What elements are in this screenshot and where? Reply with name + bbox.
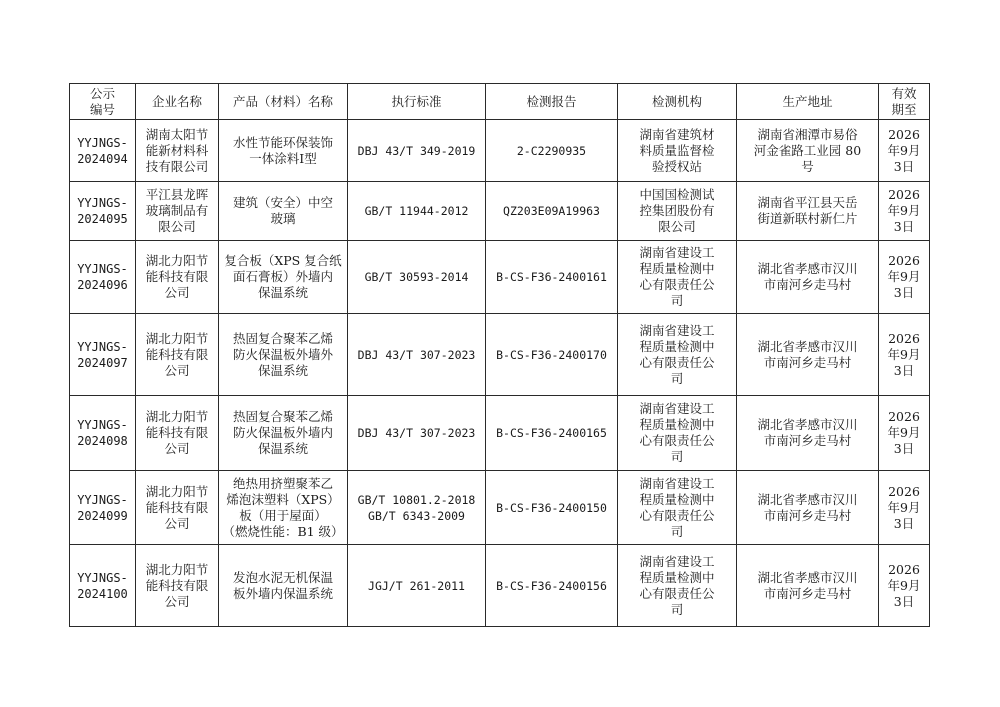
standard-line: DBJ 43/T 349-2019	[357, 143, 476, 158]
address-line: 市南河乡走马村	[763, 433, 852, 448]
product-line: 保温系统	[257, 285, 308, 300]
cell-address	[737, 396, 879, 471]
cell-product	[219, 545, 348, 627]
code-line: 2024100	[77, 586, 128, 601]
cell-address	[737, 120, 879, 182]
cell-valid	[879, 471, 930, 545]
institution-line: 程质量检测中	[639, 417, 715, 432]
valid-line: 年9月	[887, 269, 921, 284]
valid-line: 年9月	[887, 425, 921, 440]
cell-code	[70, 182, 136, 241]
cell-company	[136, 120, 219, 182]
code-line: 2024099	[77, 508, 128, 523]
table-row	[70, 471, 930, 545]
valid-line: 3日	[893, 285, 915, 300]
valid-line: 3日	[893, 158, 915, 174]
product-line: 绝热用挤塑聚苯乙	[232, 475, 333, 491]
cell-company	[136, 396, 219, 471]
cell-valid	[879, 396, 930, 471]
cell-product	[219, 241, 348, 314]
header-valid	[879, 84, 930, 120]
product-line: 板（用于屋面）	[239, 507, 327, 523]
cell-address	[737, 545, 879, 627]
product-line: 水性节能环保装饰	[232, 134, 333, 150]
cell-valid	[879, 120, 930, 182]
cell-standard	[348, 241, 486, 314]
code-line: 2024094	[77, 151, 128, 166]
institution-line: 心有限责任公	[639, 277, 715, 292]
valid-line: 年9月	[887, 346, 921, 362]
valid-line: 年9月	[887, 577, 921, 593]
institution-line: 程质量检测中	[639, 261, 715, 276]
cell-institution	[618, 182, 737, 241]
product-line: 玻璃	[270, 211, 296, 226]
cell-code	[70, 471, 136, 545]
product-line: 热固复合聚苯乙烯	[232, 330, 333, 346]
institution-line: 司	[670, 523, 684, 539]
cell-institution	[618, 471, 737, 545]
cell-institution	[618, 120, 737, 182]
valid-line: 3日	[893, 441, 915, 456]
header-valid-line: 有效	[891, 85, 917, 101]
cell-code	[70, 120, 136, 182]
cell-product	[219, 471, 348, 545]
header-row	[70, 84, 930, 120]
cell-address	[737, 182, 879, 241]
cell-standard	[348, 545, 486, 627]
code-line: 2024095	[77, 212, 128, 226]
table-row	[70, 120, 930, 182]
company-line: 能科技有限	[145, 499, 209, 515]
header-standard: 执行标准	[348, 84, 486, 120]
header-code-line: 编号	[89, 101, 115, 117]
valid-line: 2026	[888, 330, 920, 346]
address-line: 湖北省孝感市汉川	[757, 261, 858, 276]
institution-line: 心有限责任公	[639, 585, 715, 601]
institution-line: 湖南省建设工	[639, 322, 715, 338]
company-line: 湖北力阳节	[145, 483, 209, 499]
code-line: YYJNGS-	[77, 262, 128, 276]
cell-report: B-CS-F36-2400170	[486, 314, 618, 396]
table-row	[70, 182, 930, 241]
company-line: 平江县龙晖	[145, 187, 209, 202]
address-line: 河金雀路工业园 80	[753, 142, 862, 158]
code-line: YYJNGS-	[77, 196, 128, 210]
table-row	[70, 314, 930, 396]
valid-line: 年9月	[887, 142, 921, 158]
cell-report: 2-C2290935	[486, 120, 618, 182]
cell-code	[70, 545, 136, 627]
cell-product	[219, 182, 348, 241]
company-line: 玻璃制品有	[145, 203, 209, 218]
institution-line: 程质量检测中	[639, 491, 715, 507]
cell-code	[70, 396, 136, 471]
code-line: YYJNGS-	[77, 135, 128, 150]
product-line: 保温系统	[257, 441, 308, 456]
address-line: 湖北省孝感市汉川	[757, 417, 858, 432]
cell-company	[136, 314, 219, 396]
cell-report: QZ203E09A19963	[486, 182, 618, 241]
header-report: 检测报告	[486, 84, 618, 120]
standard-line: DBJ 43/T 307-2023	[357, 347, 476, 362]
standard-line: GB/T 10801.2-2018	[357, 492, 476, 507]
institution-line: 验授权站	[651, 158, 702, 174]
valid-line: 2026	[888, 253, 920, 268]
cell-standard	[348, 120, 486, 182]
header-product: 产品（材料）名称	[219, 84, 348, 120]
company-line: 能科技有限	[145, 577, 209, 593]
cell-code	[70, 314, 136, 396]
code-line: YYJNGS-	[77, 492, 128, 507]
product-line: 一体涂料Ⅰ型	[249, 150, 317, 166]
cell-valid	[879, 314, 930, 396]
valid-line: 3日	[893, 515, 915, 531]
code-line: 2024098	[77, 434, 128, 448]
cell-institution	[618, 396, 737, 471]
cell-report: B-CS-F36-2400156	[486, 545, 618, 627]
institution-line: 湖南省建设工	[639, 401, 715, 416]
institution-line: 司	[670, 293, 684, 308]
product-line: 热固复合聚苯乙烯	[232, 409, 333, 424]
address-line: 市南河乡走马村	[763, 277, 852, 292]
valid-line: 3日	[893, 593, 915, 609]
code-line: YYJNGS-	[77, 339, 128, 354]
address-line: 号	[801, 158, 814, 174]
header-company: 企业名称	[136, 84, 219, 120]
institution-line: 心有限责任公	[639, 433, 715, 448]
company-line: 湖北力阳节	[145, 561, 209, 577]
product-line: 建筑（安全）中空	[232, 195, 333, 210]
header-code-line: 公示	[89, 85, 115, 101]
cell-company	[136, 545, 219, 627]
valid-line: 2026	[888, 187, 920, 202]
company-line: 公司	[164, 593, 190, 609]
address-line: 湖北省孝感市汉川	[757, 338, 858, 354]
institution-line: 料质量监督检	[639, 142, 715, 158]
product-line: 烯泡沫塑料（XPS）	[226, 491, 340, 507]
cell-product	[219, 314, 348, 396]
table-row	[70, 241, 930, 314]
product-line: （燃烧性能：B1 级）	[222, 523, 344, 539]
code-line: 2024097	[77, 355, 128, 370]
valid-line: 年9月	[887, 203, 921, 218]
cell-valid	[879, 545, 930, 627]
product-line: 板外墙内保温系统	[232, 585, 333, 601]
company-line: 能新材料科	[145, 142, 209, 158]
product-line: 复合板（XPS 复合纸	[224, 253, 342, 268]
address-line: 湖北省孝感市汉川	[757, 569, 858, 585]
address-line: 湖北省孝感市汉川	[757, 491, 858, 507]
header-code	[70, 84, 136, 120]
institution-line: 湖南省建设工	[639, 475, 715, 491]
cell-standard	[348, 471, 486, 545]
cell-standard	[348, 314, 486, 396]
standard-line: JGJ/T 261-2011	[368, 578, 465, 593]
institution-line: 司	[670, 601, 684, 617]
standard-line: GB/T 11944-2012	[364, 204, 469, 218]
valid-line: 2026	[888, 561, 920, 577]
address-line: 市南河乡走马村	[763, 507, 852, 523]
institution-line: 心有限责任公	[639, 507, 715, 523]
cell-product	[219, 396, 348, 471]
company-line: 技有限公司	[145, 158, 209, 174]
institution-line: 司	[670, 449, 684, 464]
code-line: YYJNGS-	[77, 570, 128, 585]
certification-table	[69, 83, 930, 627]
product-line: 发泡水泥无机保温	[232, 569, 333, 585]
address-line: 湖南省平江县天岳	[757, 195, 858, 210]
company-line: 湖北力阳节	[145, 330, 209, 346]
address-line: 市南河乡走马村	[763, 585, 852, 601]
company-line: 能科技有限	[145, 269, 209, 284]
product-line: 防火保温板外墙外	[232, 346, 333, 362]
cell-standard	[348, 182, 486, 241]
institution-line: 湖南省建设工	[639, 553, 715, 569]
company-line: 湖北力阳节	[145, 409, 209, 424]
company-line: 公司	[164, 285, 190, 300]
cell-institution	[618, 545, 737, 627]
address-line: 市南河乡走马村	[763, 354, 852, 370]
company-line: 湖南太阳节	[145, 126, 209, 142]
product-line: 面石膏板）外墙内	[232, 269, 333, 284]
valid-line: 2026	[888, 483, 920, 499]
cell-company	[136, 241, 219, 314]
header-address: 生产地址	[737, 84, 879, 120]
cell-product	[219, 120, 348, 182]
institution-line: 湖南省建筑材	[639, 126, 715, 142]
product-line: 防火保温板外墙内	[232, 425, 333, 440]
company-line: 限公司	[158, 219, 196, 234]
product-line: 保温系统	[257, 362, 308, 378]
cell-address	[737, 241, 879, 314]
company-line: 能科技有限	[145, 346, 209, 362]
standard-line: DBJ 43/T 307-2023	[357, 426, 476, 440]
company-line: 公司	[164, 362, 190, 378]
cell-valid	[879, 241, 930, 314]
company-line: 公司	[164, 441, 190, 456]
cell-standard	[348, 396, 486, 471]
valid-line: 2026	[888, 126, 920, 142]
cell-report: B-CS-F36-2400150	[486, 471, 618, 545]
cell-address	[737, 471, 879, 545]
standard-line: GB/T 30593-2014	[364, 270, 469, 284]
cell-company	[136, 471, 219, 545]
institution-line: 限公司	[658, 219, 696, 234]
institution-line: 心有限责任公	[639, 354, 715, 370]
valid-line: 3日	[893, 219, 915, 234]
address-line: 湖南省湘潭市易俗	[757, 126, 858, 142]
address-line: 街道新联村新仁片	[757, 211, 858, 226]
table-body	[70, 120, 930, 627]
header-institution: 检测机构	[618, 84, 737, 120]
company-line: 能科技有限	[145, 425, 209, 440]
institution-line: 中国国检测试	[639, 187, 715, 202]
cell-code	[70, 241, 136, 314]
cell-address	[737, 314, 879, 396]
cell-valid	[879, 182, 930, 241]
institution-line: 程质量检测中	[639, 569, 715, 585]
company-line: 湖北力阳节	[145, 253, 209, 268]
cell-report: B-CS-F36-2400161	[486, 241, 618, 314]
institution-line: 控集团股份有	[639, 203, 715, 218]
institution-line: 湖南省建设工	[639, 245, 715, 260]
valid-line: 3日	[893, 362, 915, 378]
code-line: 2024096	[77, 278, 128, 292]
standard-line: GB/T 6343-2009	[368, 508, 465, 523]
cell-company	[136, 182, 219, 241]
table-row	[70, 396, 930, 471]
code-line: YYJNGS-	[77, 418, 128, 432]
cell-institution	[618, 314, 737, 396]
valid-line: 年9月	[887, 499, 921, 515]
valid-line: 2026	[888, 409, 920, 424]
company-line: 公司	[164, 515, 190, 531]
cell-institution	[618, 241, 737, 314]
institution-line: 司	[670, 370, 684, 386]
institution-line: 程质量检测中	[639, 338, 715, 354]
table-row	[70, 545, 930, 627]
header-valid-line: 期至	[891, 101, 917, 117]
cell-report: B-CS-F36-2400165	[486, 396, 618, 471]
